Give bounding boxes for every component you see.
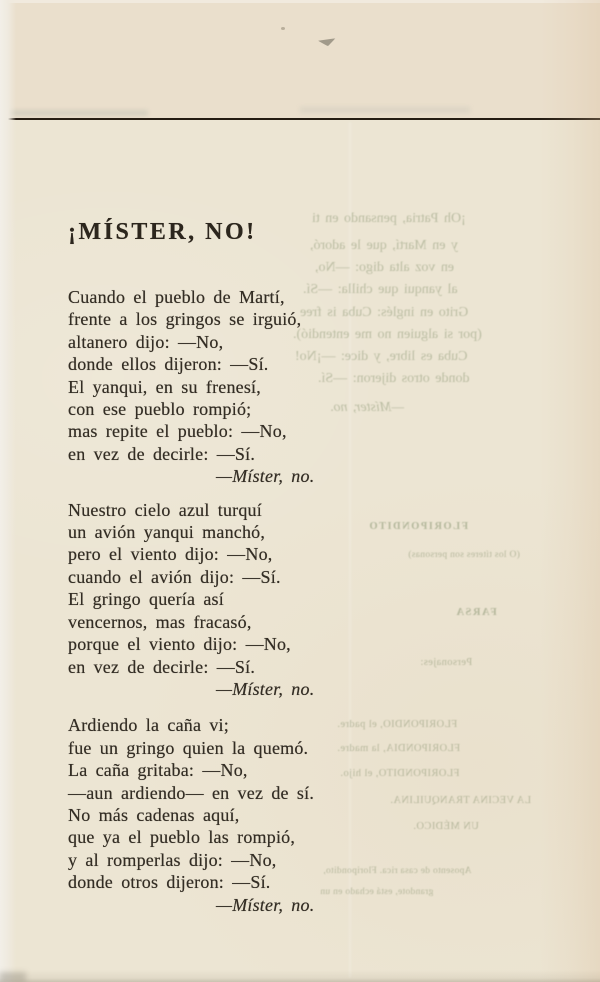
ghost-bleedthrough-line: (O los títeres son personas): [408, 550, 520, 560]
poem-line: un avión yanqui manchó,: [68, 522, 266, 543]
poem-line: donde ellos dijeron: —Sí.: [68, 354, 269, 375]
faint-streak: [6, 110, 148, 116]
ghost-bleedthrough-line: ¡Oh Patria, pensando en ti: [312, 211, 466, 226]
poem-line: pero el viento dijo: —No,: [68, 544, 273, 565]
ghost-bleedthrough-line: —Míster, no.: [330, 400, 404, 415]
poem-line: frente a los gringos se irguió,: [68, 309, 302, 330]
poem-line: La caña gritaba: —No,: [68, 760, 248, 781]
ghost-bleedthrough-line: FLORIPONDIO, el padre.: [337, 719, 458, 730]
poem-refrain: —Míster, no.: [216, 894, 315, 915]
poem-line: Nuestro cielo azul turquí: [68, 499, 262, 520]
poem-stanza-3: [68, 714, 368, 916]
paper-edge-right: [540, 0, 600, 982]
ghost-bleedthrough-line: FARSA: [455, 607, 497, 618]
poem-stanza-2: [68, 499, 368, 701]
ghost-bleedthrough-line: Cuba es libre, y dice: —¡No!: [295, 349, 468, 364]
ghost-bleedthrough-line: LA VECINA TRANQUILINA.: [390, 795, 532, 806]
poem-refrain: —Míster, no.: [216, 466, 315, 487]
poem-line: El gringo quería así: [68, 589, 224, 610]
horizontal-rule-line: [0, 118, 600, 120]
poem-refrain: —Míster, no.: [216, 678, 315, 699]
paper-edge-left: [0, 0, 16, 982]
poem-stanza-1: [68, 286, 368, 488]
poem: [68, 218, 368, 916]
ghost-bleedthrough-line: (por si alguien no me entendió).: [293, 327, 482, 342]
poem-line: con ese pueblo rompió;: [68, 399, 252, 420]
poem-line: en vez de decirle: —Sí.: [68, 656, 256, 677]
ghost-bleedthrough-line: grandote, está echado en un: [320, 887, 434, 897]
ghost-bleedthrough-line: Aposento de casa rica. Floripondito,: [323, 866, 472, 876]
poem-line: —aun ardiendo— en vez de sí.: [68, 782, 315, 803]
poem-line: porque el viento dijo: —No,: [68, 634, 291, 655]
paper-corner-shadow: [0, 972, 26, 982]
ghost-bleedthrough-line: al yanqui que chilla: —Sí.: [303, 282, 458, 297]
poem-line: mas repite el pueblo: —No,: [68, 421, 287, 442]
paper-top-band: [0, 0, 600, 119]
ghost-bleedthrough-line: Personajes:: [420, 657, 473, 668]
poem-line: Cuando el pueblo de Martí,: [68, 287, 285, 307]
poem-line: donde otros dijeron: —Sí.: [68, 872, 271, 893]
poem-line: No más cadenas aquí,: [68, 804, 240, 825]
poem-line: altanero dijo: —No,: [68, 331, 224, 352]
ink-speck: [281, 27, 285, 30]
ghost-bleedthrough-line: donde otros dijeron: —Sí.: [318, 371, 470, 386]
ghost-bleedthrough-line: en voz alta digo: —No,: [315, 260, 455, 275]
poem-line: en vez de decirle: —Sí.: [68, 443, 256, 464]
ghost-bleedthrough-line: FLORIPONDITO, el hijo.: [340, 768, 460, 779]
ghost-bleedthrough-title: FLORIPONDITO: [368, 521, 469, 532]
ghost-bleedthrough-line: UN MÉDICO.: [413, 821, 479, 832]
poem-line: vencernos, mas fracasó,: [68, 611, 252, 632]
poem-line: fue un gringo quien la quemó.: [68, 737, 309, 758]
ghost-bleedthrough-line: y en Martí, que le adoró,: [310, 238, 459, 253]
ghost-bleedthrough-line: Grito en inglés: Cuba is free: [300, 305, 469, 320]
poem-line: que ya el pueblo las rompió,: [68, 827, 296, 848]
poem-line: cuando el avión dijo: —Sí.: [68, 566, 281, 587]
poem-line: y al romperlas dijo: —No,: [68, 849, 277, 870]
poem-line: Ardiendo la caña vi;: [68, 715, 229, 736]
poem-title: ¡MÍSTER, NO!: [68, 219, 257, 245]
poem-line: El yanqui, en su frenesí,: [68, 376, 261, 397]
paper-edge-bottom: [0, 970, 600, 982]
ghost-bleedthrough-line: FLORIPONDIA, la madre.: [337, 743, 461, 754]
faint-streak: [300, 107, 470, 113]
